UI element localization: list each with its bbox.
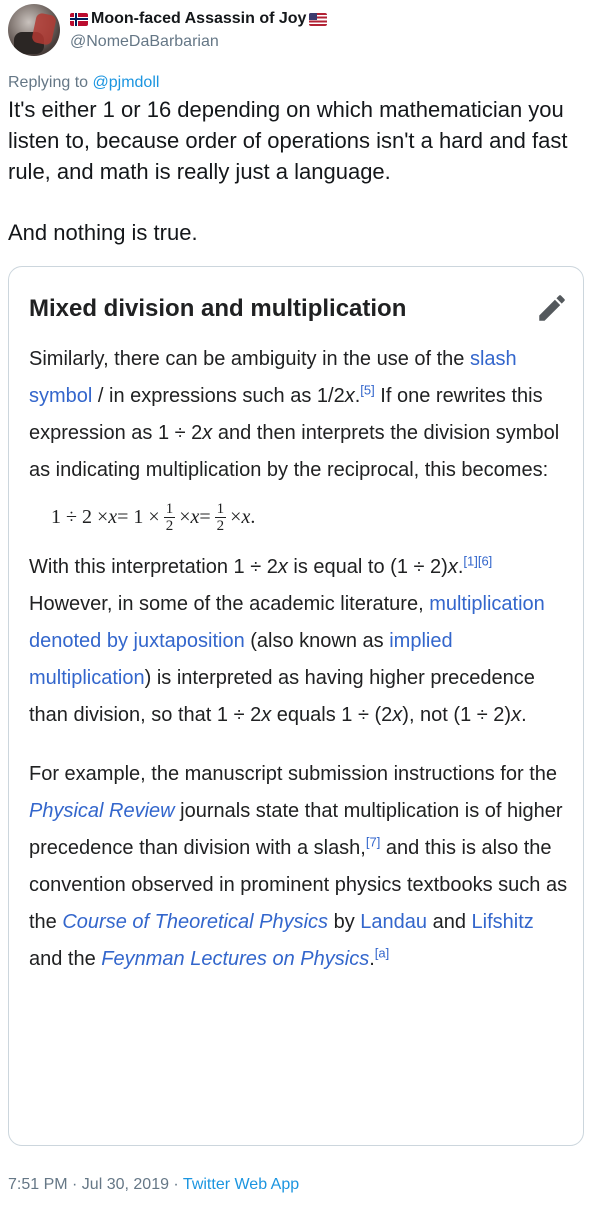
us-flag-icon (309, 13, 327, 26)
wiki-paragraph-1: Similarly, there can be ambiguity in the use of the slash symbol / in expressions such as 1/2x.[5] If one rewrites this expression as 1 ÷ 2x and then interprets the division symbol as indicating multiplication by the reciprocal, this becomes: (29, 348, 560, 481)
replying-to (8, 73, 159, 93)
tweet-header (8, 4, 588, 60)
norway-flag-icon (70, 13, 88, 26)
wiki-section-heading: Mixed division and multiplication (29, 295, 407, 322)
physical-review-link[interactable]: Physical Review (29, 800, 175, 822)
tweet-text-line-2: And nothing is true. (8, 220, 198, 245)
user-names (70, 8, 327, 53)
avatar[interactable] (8, 4, 60, 56)
pencil-edit-icon (535, 291, 569, 325)
wiki-paragraph-2: With this interpretation 1 ÷ 2x is equal to (1 ÷ 2)x.[1][6] However, in some of the academic literature, multiplication denoted by juxtaposition (also known as implied multiplication) is interpreted as having higher precedence than division, so that 1 ÷ 2x equals 1 ÷ (2x), not (1 ÷ 2)x. (29, 553, 545, 726)
lifshitz-link[interactable]: Lifshitz (471, 911, 534, 933)
reference-1-6[interactable]: [1][6] (463, 553, 493, 569)
display-name[interactable]: Moon-faced Assassin of Joy (91, 10, 307, 27)
feynman-lectures-link[interactable]: Feynman Lectures on Physics (101, 948, 370, 970)
tweet-text (8, 94, 592, 248)
reference-7[interactable]: [7] (365, 834, 381, 850)
landau-link[interactable]: Landau (360, 911, 428, 933)
wiki-paragraph-3: For example, the manuscript submission instructions for the Physical Review journals state that multiplication is of higher precedence than division with a slash,[7] and this is also the convention observed in prominent physics textbooks such as the Course of Theoretical Physics by Landau and Lifshitz and the Feynman Lectures on Physics.[a] (29, 763, 568, 970)
course-theoretical-physics-link[interactable]: Course of Theoretical Physics (62, 911, 329, 933)
wiki-excerpt (29, 287, 569, 978)
source-app-link[interactable]: Twitter Web App (182, 1176, 300, 1193)
fraction-one-half-2: $\frac{1}{2}$ (216, 500, 225, 534)
juxtaposition-link[interactable]: multiplication denoted by juxtaposition (29, 593, 545, 652)
reference-5[interactable]: [5] (360, 382, 375, 398)
tweet-text-line-1: It's either 1 or 16 depending on which mathematician you listen to, because order of operations isn't a hard and fast rule, and math is really just a language. (8, 97, 568, 184)
reference-a[interactable]: [a] (374, 945, 390, 961)
display-name-row[interactable] (70, 8, 327, 30)
tweet-meta (8, 1174, 299, 1196)
tweet-timestamp[interactable]: 7:51 PM · Jul 30, 2019 · (8, 1176, 183, 1193)
replying-to-label: Replying to (8, 74, 89, 91)
user-handle[interactable]: @NomeDaBarbarian (70, 33, 219, 50)
fraction-one-half: $\frac{1}{2}$ (165, 500, 174, 534)
slash-symbol-link[interactable]: slash symbol (29, 348, 517, 407)
reply-mention-link[interactable]: @pjmdoll (92, 74, 160, 91)
attached-image-card[interactable] (8, 266, 584, 1146)
implied-multiplication-link[interactable]: implied multiplication (29, 630, 453, 689)
reciprocal-formula: 1 ÷ 2 × x = 1 × $\frac{1}{2}$ × x = $\frac{1}{2}$ × x . (51, 500, 256, 534)
